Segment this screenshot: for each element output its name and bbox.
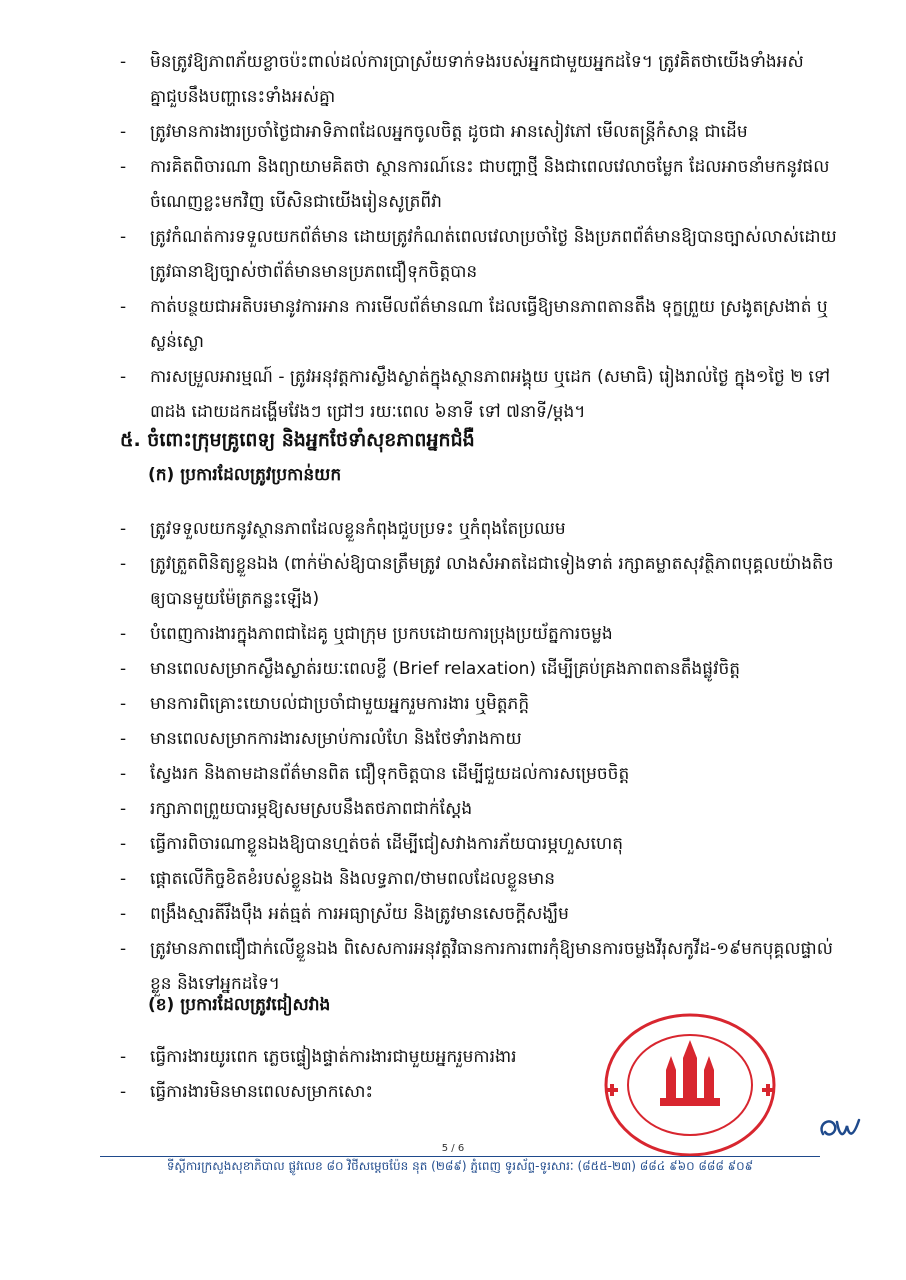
list-item-text: ត្រូវកំណត់ការទទួលយកព័ត៌មាន ដោយត្រូវកំណត់ពេលវេលាប្រចាំថ្ងៃ និងប្រភពព័ត៌មានឱ្យបានច្បាស់លាស់ដោយត្រូវធានាឱ្យច្បាស់ថាព័ត៌មានមានប្រភពជឿទុកចិត្តបាន bbox=[150, 227, 837, 282]
list-item-text: មានការពិគ្រោះយោបល់ជាប្រចាំជាមួយអ្នករួមការងារ ឬមិត្តភក្តិ bbox=[150, 694, 530, 714]
list-item bbox=[120, 115, 840, 150]
list-item bbox=[120, 862, 840, 897]
list-item-text: ការសម្រួលអារម្មណ៍ - ត្រូវអនុវត្តការស្ងឹងស្ងាត់ក្នុងស្ថានភាពអង្គុយ ឬដេក (សមាធិ) រៀងរាល់ថ្ងៃ ក្នុង១ថ្ងៃ ២ ទៅ ៣ដង ដោយដកដង្ហើមវែងៗ ជ្រៅៗ រយៈពេល ៦នាទី ទៅ ៧នាទី/ម្តង។ bbox=[150, 367, 831, 422]
list-item bbox=[120, 290, 840, 360]
avoid-bullet-list bbox=[120, 1040, 590, 1110]
intro-bullet-list bbox=[120, 45, 840, 430]
bullet-dash: - bbox=[120, 554, 127, 574]
list-item bbox=[120, 512, 840, 547]
list-item bbox=[120, 1040, 590, 1075]
list-item-text: ស្វែងរក និងតាមដានព័ត៌មានពិត ជឿទុកចិត្តបាន ដើម្បីជួយដល់ការសម្រេចចិត្ត bbox=[150, 764, 630, 784]
list-item-text: មិនត្រូវឱ្យភាពភ័យខ្លាចប៉ះពាល់ដល់ការប្រាស្រ័យទាក់ទងរបស់អ្នកជាមួយអ្នកដទៃ។ ត្រូវគិតថាយើងទាំងអស់គ្នាជួបនឹងបញ្ហានេះទាំងអស់គ្នា bbox=[150, 52, 804, 107]
list-item bbox=[120, 652, 840, 687]
bullet-dash: - bbox=[120, 1082, 127, 1102]
list-item-text: ធ្វើការងារយូរពេក ភ្លេចផ្ទៀងផ្ទាត់ការងារជាមួយអ្នករួមការងារ bbox=[150, 1047, 517, 1067]
bullet-dash: - bbox=[120, 297, 127, 317]
page-number: 5 / 6 bbox=[441, 1143, 465, 1154]
bullet-dash: - bbox=[120, 157, 127, 177]
bullet-dash: - bbox=[120, 764, 127, 784]
list-item-text: មានពេលសម្រាកស្ងឹងស្ងាត់រយៈពេលខ្លី (Brief relaxation) ដើម្បីគ្រប់គ្រងភាពតានតឹងផ្លូវចិត្ត bbox=[150, 659, 741, 679]
list-item bbox=[120, 687, 840, 722]
list-item bbox=[120, 360, 840, 430]
bullet-dash: - bbox=[120, 624, 127, 644]
list-item-text: ពង្រឹងស្មារតីរឹងប៉ឹង អត់ធ្មត់ ការអធ្យាស្រ័យ និងត្រូវមានសេចក្តីសង្ឃឹម bbox=[150, 904, 569, 924]
bullet-dash: - bbox=[120, 834, 127, 854]
list-item bbox=[120, 547, 840, 617]
list-item-text: ការគិតពិចារណា និងព្យាយាមគិតថា ស្ថានការណ៍នេះ ជាបញ្ហាថ្មី និងជាពេលវេលាចម្លែក ដែលអាចនាំមកនូវផលចំណេញខ្លះមកវិញ បើសិនជាយើងរៀនសូត្រពីវា bbox=[150, 157, 830, 212]
bullet-dash: - bbox=[120, 904, 127, 924]
list-item-text: ផ្តោតលើកិច្ចខិតខំរបស់ខ្លួនឯង និងលទ្ធភាព/ថាមពលដែលខ្លួនមាន bbox=[150, 869, 556, 889]
list-item bbox=[120, 722, 840, 757]
bullet-dash: - bbox=[120, 799, 127, 819]
bullet-dash: - bbox=[120, 1047, 127, 1067]
list-item bbox=[120, 150, 840, 220]
footer-address: ទីស្តីការក្រសួងសុខាភិបាល ផ្លូវលេខ ៨០ វិថីសម្តេចប៉ែន នុត (២៨៩) ភ្នំពេញ ទូរស័ព្ទ-ទូរសារៈ (៨៥៥-២៣) ៨៨៤ ៩៦០ ៨៨៨ ៩០៩ bbox=[166, 1159, 754, 1173]
temple-icon bbox=[660, 1040, 720, 1106]
list-item bbox=[120, 220, 840, 290]
list-item bbox=[120, 45, 840, 115]
list-item bbox=[120, 792, 840, 827]
list-item bbox=[120, 827, 840, 862]
list-item-text: ត្រូវទទួលយកនូវស្ថានភាពដែលខ្លួនកំពុងជួបប្រទះ ឬកំពុងតែប្រឈម bbox=[150, 519, 566, 539]
list-item-text: ត្រូវមានការងារប្រចាំថ្ងៃជាអាទិភាពដែលអ្នកចូលចិត្ត ដូចជា អានសៀវភៅ មើលតន្ត្រីកំសាន្ត ជាដើម bbox=[150, 122, 748, 142]
adopt-bullet-list bbox=[120, 512, 840, 1002]
bullet-dash: - bbox=[120, 729, 127, 749]
list-item-text: ត្រូវមានភាពជឿជាក់លើខ្លួនឯង ពិសេសការអនុវត្តវិធានការការពារកុំឱ្យមានការចម្លងវីរុសកូវីដ-១៩មកបុគ្គលផ្ទាល់ខ្លួន និងទៅអ្នកដទៃ។ bbox=[150, 939, 833, 994]
official-seal-stamp bbox=[600, 1010, 780, 1160]
list-item-text: រក្សាភាពព្រួយបារម្ភឱ្យសមស្របនឹងតថភាពជាក់ស្តែង bbox=[150, 799, 473, 819]
list-item-text: ធ្វើការងារមិនមានពេលសម្រាកសោះ bbox=[150, 1082, 373, 1102]
list-item-text: បំពេញការងារក្នុងភាពជាដៃគូ ឬជាក្រុម ប្រកបដោយការប្រុងប្រយ័ត្នការចម្លង bbox=[150, 624, 613, 644]
bullet-dash: - bbox=[120, 52, 127, 72]
list-item bbox=[120, 757, 840, 792]
footer-divider bbox=[100, 1156, 820, 1157]
list-item-text: ធ្វើការពិចារណាខ្លួនឯងឱ្យបានហ្មត់ចត់ ដើម្បីជៀសវាងការភ័យបារម្ភហួសហេតុ bbox=[150, 834, 623, 854]
list-item-text: កាត់បន្ថយជាអតិបរមានូវការអាន ការមើលព័ត៌មានណា ដែលធ្វើឱ្យមានភាពតានតឹង ទុក្ខព្រួយ ស្រងូតស្រងាត់ ឬស្លន់ស្លោ bbox=[150, 297, 828, 352]
list-item bbox=[120, 1075, 590, 1110]
list-item-text: មានពេលសម្រាកការងារសម្រាប់ការលំហែ និងថែទាំរាងកាយ bbox=[150, 729, 522, 749]
subsection-heading-b: (ខ) ប្រការដែលត្រូវជៀសវាង bbox=[148, 995, 331, 1015]
bullet-dash: - bbox=[120, 869, 127, 889]
bullet-dash: - bbox=[120, 519, 127, 539]
list-item-text: ត្រូវត្រួតពិនិត្យខ្លួនឯង (ពាក់ម៉ាស់ឱ្យបានត្រឹមត្រូវ លាងសំអាតដៃជាទៀងទាត់ រក្សាគម្លាតសុវត្ថិភាពបុគ្គលយ៉ាងតិចឲ្យបានមួយម៉ែត្រកន្លះឡើង) bbox=[150, 554, 834, 609]
list-item bbox=[120, 897, 840, 932]
subsection-heading-a: (ក) ប្រការដែលត្រូវប្រកាន់យក bbox=[148, 465, 342, 485]
bullet-dash: - bbox=[120, 659, 127, 679]
bullet-dash: - bbox=[120, 122, 127, 142]
bullet-dash: - bbox=[120, 367, 127, 387]
bullet-dash: - bbox=[120, 227, 127, 247]
bullet-dash: - bbox=[120, 939, 127, 959]
bullet-dash: - bbox=[120, 694, 127, 714]
list-item bbox=[120, 617, 840, 652]
section-heading: ៥. ចំពោះក្រុមគ្រូពេទ្យ និងអ្នកថែទាំសុខភាពអ្នកជំងឺ bbox=[120, 429, 475, 451]
